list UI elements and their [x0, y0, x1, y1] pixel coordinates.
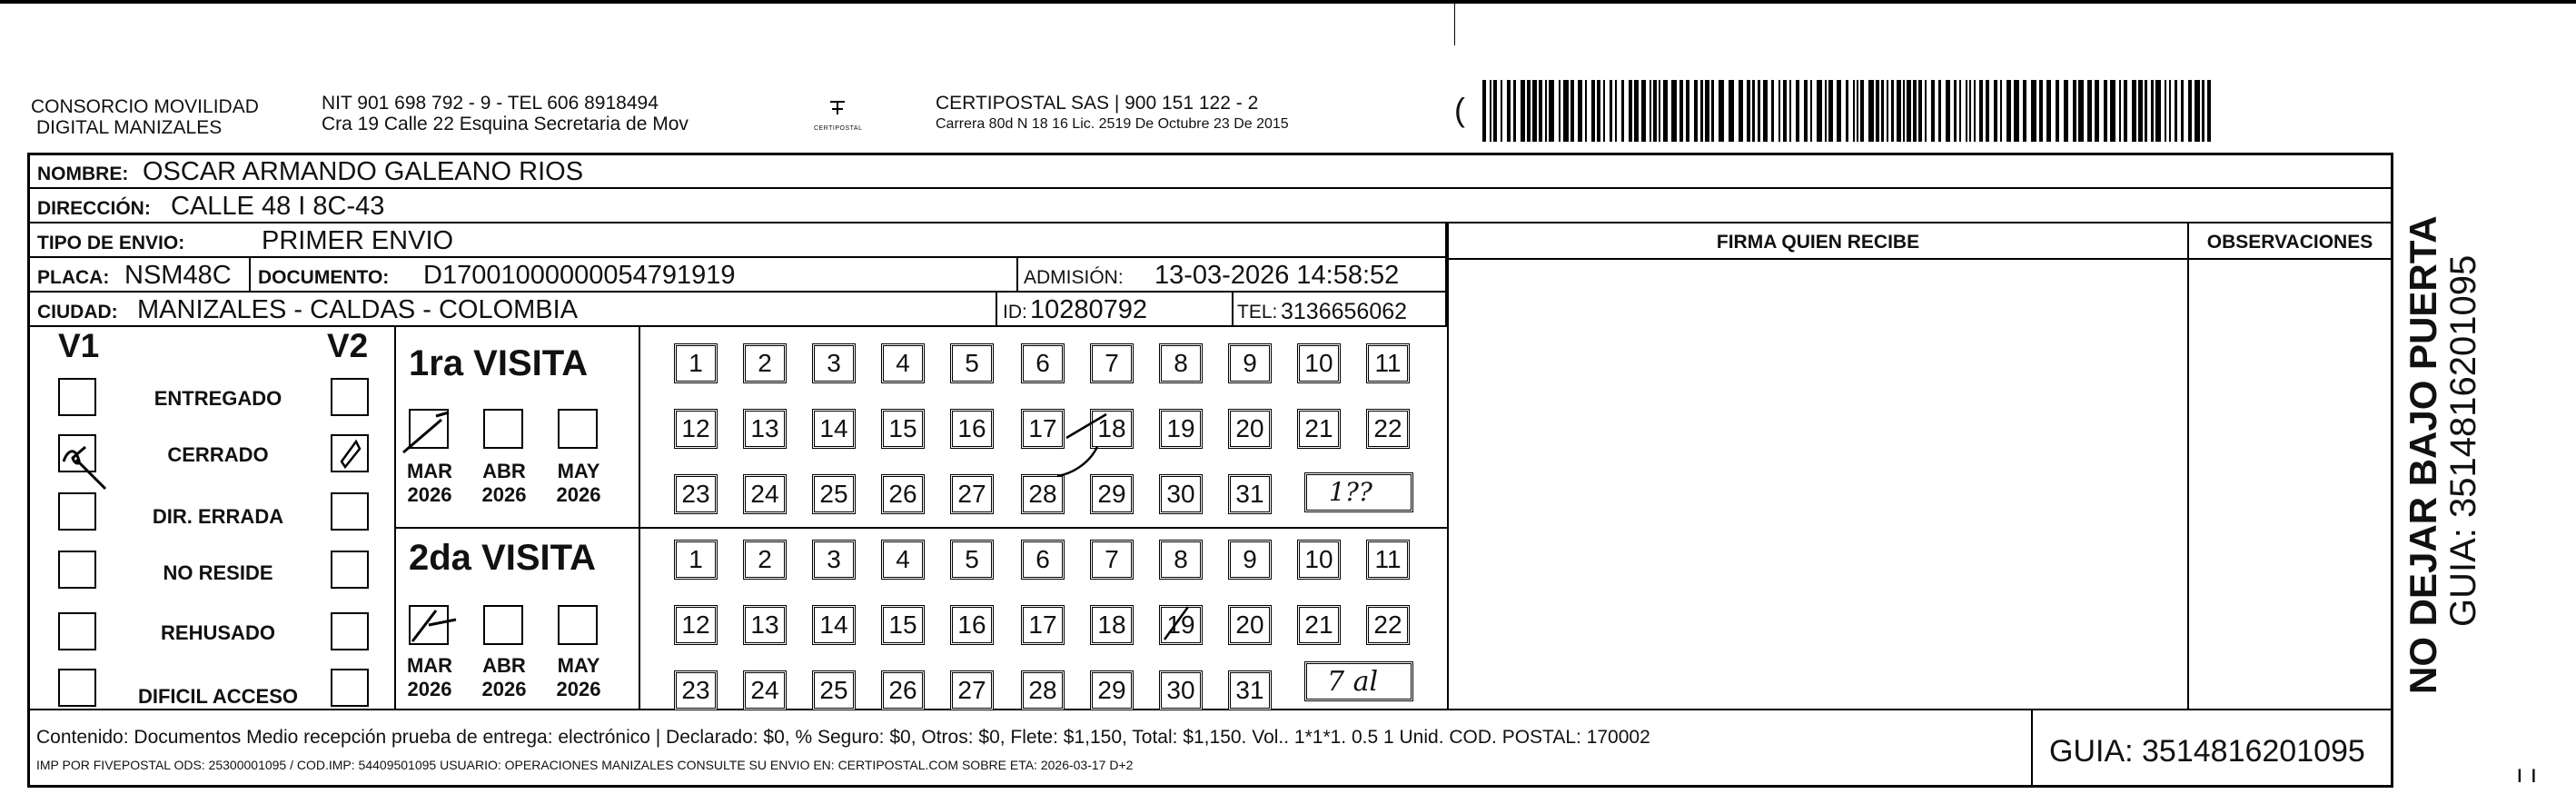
barcode-bar	[1903, 80, 1905, 142]
second-visit-day-7[interactable]: 7	[1090, 540, 1134, 580]
barcode-bar	[2039, 80, 2043, 142]
barcode-bar	[2169, 80, 2171, 142]
v2-cerrado-checkbox[interactable]	[331, 434, 369, 472]
organization-name: CONSORCIO MOVILIDAD DIGITAL MANIZALES	[31, 96, 259, 138]
barcode-bar	[1532, 80, 1537, 142]
barcode-bar	[1907, 80, 1911, 142]
barcode-bar	[1597, 80, 1600, 142]
barcode-bar	[1513, 80, 1516, 142]
second-visit-day-10[interactable]: 10	[1297, 540, 1341, 580]
barcode-bar	[2087, 80, 2092, 142]
first-visit-day-4[interactable]: 4	[881, 343, 925, 383]
status-divider	[394, 327, 396, 709]
barcode-bar	[1913, 80, 1917, 142]
barcode-bar	[1846, 80, 1848, 142]
barcode-bar	[1659, 80, 1660, 142]
barcode-bar	[1629, 80, 1632, 142]
day-19-strike	[1157, 603, 1203, 643]
barcode-bar	[1817, 80, 1822, 142]
second-visit-title: 2da VISITA	[409, 538, 596, 578]
edge-mark: ı ı	[2516, 759, 2538, 788]
calendar-divider	[639, 327, 640, 709]
barcode-bar	[2000, 80, 2002, 142]
barcode-bar	[2181, 80, 2184, 142]
first-visit-day-27[interactable]: 27	[950, 474, 994, 514]
v2-dificil-acceso-checkbox[interactable]	[331, 669, 369, 707]
v2-dir-errada-checkbox[interactable]	[331, 492, 369, 531]
second-visit-day-18[interactable]: 18	[1090, 605, 1134, 645]
barcode-bar	[1828, 80, 1833, 142]
barcode-bar	[1857, 80, 1858, 142]
barcode-bar	[2138, 80, 2143, 142]
barcode-bar	[1969, 80, 1971, 142]
barcode-bar	[1931, 80, 1935, 142]
barcode-bar	[1747, 80, 1750, 142]
barcode-bar	[1671, 80, 1677, 142]
first-visit-day-19[interactable]: 19	[1159, 409, 1203, 449]
second-visit-may-label: MAY 2026	[556, 654, 601, 700]
first-visit-day-26[interactable]: 26	[881, 474, 925, 514]
first-visit-day-25[interactable]: 25	[812, 474, 856, 514]
second-visit-day-9[interactable]: 9	[1228, 540, 1272, 580]
barcode-bar	[1653, 80, 1657, 142]
barcode-bar	[2073, 80, 2076, 142]
barcode-bar	[2155, 80, 2161, 142]
second-visit-month-abr[interactable]	[483, 605, 523, 645]
second-visit-day-14[interactable]: 14	[812, 605, 856, 645]
barcode-bar	[2095, 80, 2099, 142]
second-visit-day-29[interactable]: 29	[1090, 670, 1134, 710]
first-visit-day-22[interactable]: 22	[1366, 409, 1410, 449]
first-visit-mar-label: MAR 2026	[406, 460, 453, 506]
second-visit-day-21[interactable]: 21	[1297, 605, 1341, 645]
nombre-row: NOMBRE: OSCAR ARMANDO GALEANO RIOS	[30, 155, 2391, 189]
first-visit-abr-label: ABR 2026	[481, 460, 527, 506]
barcode-bar	[1771, 80, 1774, 142]
barcode-bar	[1868, 80, 1874, 142]
barcode-bar	[1887, 80, 1888, 142]
barcode-bar	[2023, 80, 2026, 142]
v2-cerrado-mark	[331, 434, 369, 472]
barcode-bar	[1591, 80, 1595, 142]
first-visit-may-label: MAY 2026	[556, 460, 601, 506]
v1-rehusado-checkbox[interactable]	[58, 612, 96, 650]
status-dificil-acceso: DIFICIL ACCESO	[137, 685, 298, 708]
id-cell: ID: 10280792	[997, 293, 1234, 327]
barcode-bar	[1789, 80, 1791, 142]
barcode-bar	[1881, 80, 1884, 142]
barcode-bar	[1752, 80, 1755, 142]
first-visit-day-10[interactable]: 10	[1297, 343, 1341, 383]
barcode-bar	[1804, 80, 1808, 142]
barcode-bar	[1719, 80, 1724, 142]
barcode-bar	[1979, 80, 1983, 142]
first-visit-day-15[interactable]: 15	[881, 409, 925, 449]
barcode-bar	[1650, 80, 1651, 142]
second-visit-day-31[interactable]: 31	[1228, 670, 1272, 710]
second-visit-mar-mark	[409, 605, 449, 645]
v1-dificil-acceso-checkbox[interactable]	[58, 669, 96, 707]
visit-separator	[396, 527, 1447, 529]
barcode-bar	[2046, 80, 2051, 142]
second-visit-day-11[interactable]: 11	[1366, 540, 1410, 580]
barcode-bar	[1959, 80, 1961, 142]
barcode-bar	[1778, 80, 1780, 142]
barcode-bar	[1860, 80, 1864, 142]
barcode-bar	[1621, 80, 1624, 142]
second-visit-day-3[interactable]: 3	[812, 540, 856, 580]
first-visit-day-18[interactable]: 18	[1090, 409, 1134, 449]
barcode-bar	[1705, 80, 1709, 142]
v2-no-reside-checkbox[interactable]	[331, 551, 369, 589]
barcode-bar	[1739, 80, 1743, 142]
first-visit-day-29[interactable]: 29	[1090, 474, 1134, 514]
barcode-bar	[1585, 80, 1587, 142]
first-visit-day-12[interactable]: 12	[674, 409, 718, 449]
second-visit-day-23[interactable]: 23	[674, 670, 718, 710]
first-visit-month-mar[interactable]	[409, 409, 449, 449]
admision-cell: ADMISIÓN: 13-03-2026 14:58:52	[1018, 258, 1447, 293]
first-visit-day-21[interactable]: 21	[1297, 409, 1341, 449]
barcode-bar	[1493, 80, 1497, 142]
header-bracket: (	[1454, 91, 1465, 128]
tel-cell: TEL: 3136656062	[1234, 293, 1447, 327]
barcode-bar	[1946, 80, 1950, 142]
footer-line	[30, 709, 2391, 710]
organization-contact: NIT 901 698 792 - 9 - TEL 606 8918494 Cra 19 Calle 22 Esquina Secretaria de Mov	[322, 93, 689, 134]
second-visit-day-2[interactable]: 2	[743, 540, 787, 580]
barcode-bar	[1711, 80, 1714, 142]
barcode-bar	[1810, 80, 1812, 142]
second-visit-abr-label: ABR 2026	[481, 654, 527, 700]
status-cerrado: CERRADO	[167, 443, 269, 466]
v2-entregado-checkbox[interactable]	[331, 378, 369, 416]
barcode-bar	[1837, 80, 1841, 142]
no-dejar-bajo-puerta: NO DEJAR BAJO PUERTA	[2402, 215, 2444, 694]
v1-entregado-checkbox[interactable]	[58, 378, 96, 416]
second-visit-day-12[interactable]: 12	[674, 605, 718, 645]
barcode-bar	[2110, 80, 2115, 142]
first-visit-day-17[interactable]: 17	[1021, 409, 1065, 449]
second-visit-day-19[interactable]: 19	[1159, 605, 1203, 645]
barcode-bar	[1490, 80, 1491, 142]
second-visit-day-25[interactable]: 25	[812, 670, 856, 710]
barcode-bar	[1679, 80, 1683, 142]
ciudad-cell: CIUDAD: MANIZALES - CALDAS - COLOMBIA	[30, 293, 997, 327]
first-visit-day-14[interactable]: 14	[812, 409, 856, 449]
barcode-bar	[1663, 80, 1668, 142]
barcode-bar	[1603, 80, 1605, 142]
top-border	[0, 0, 2576, 4]
first-visit-day-11[interactable]: 11	[1366, 343, 1410, 383]
first-visit-day-20[interactable]: 20	[1228, 409, 1272, 449]
barcode-bar	[1570, 80, 1574, 142]
firma-header: FIRMA QUIEN RECIBE	[1716, 232, 1920, 253]
barcode-bar	[1986, 80, 1989, 142]
v1-no-reside-checkbox[interactable]	[58, 551, 96, 589]
status-no-reside: NO RESIDE	[163, 561, 273, 584]
firma-area[interactable]	[1449, 260, 2187, 709]
barcode-bar	[1897, 80, 1901, 142]
second-visit-day-20[interactable]: 20	[1228, 605, 1272, 645]
first-visit-day-9[interactable]: 9	[1228, 343, 1272, 383]
second-visit-day-5[interactable]: 5	[950, 540, 994, 580]
second-visit-month-may[interactable]	[558, 605, 598, 645]
second-visit-day-22[interactable]: 22	[1366, 605, 1410, 645]
barcode-bar	[1549, 80, 1554, 142]
first-visit-day-24[interactable]: 24	[743, 474, 787, 514]
first-visit-day-6[interactable]: 6	[1021, 343, 1065, 383]
first-visit-day-5[interactable]: 5	[950, 343, 994, 383]
barcode-bar	[1521, 80, 1525, 142]
observaciones-header: OBSERVACIONES	[2206, 232, 2373, 253]
barcode-bar	[2064, 80, 2068, 142]
barcode-bar	[1925, 80, 1927, 142]
barcode-bar	[1891, 80, 1894, 142]
barcode-bar	[1527, 80, 1531, 142]
certipostal-info: CERTIPOSTAL SAS | 900 151 122 - 2 Carrera 80d N 18 16 Lic. 2519 De Octubre 23 De 2015	[936, 93, 1289, 132]
barcode-bar	[1559, 80, 1560, 142]
first-visit-day-3[interactable]: 3	[812, 343, 856, 383]
second-visit-day-6[interactable]: 6	[1021, 540, 1065, 580]
second-visit-day-24[interactable]: 24	[743, 670, 787, 710]
second-visit-day-16[interactable]: 16	[950, 605, 994, 645]
v1-cerrado-checkbox[interactable]	[58, 434, 96, 472]
barcode-bar	[1825, 80, 1827, 142]
side-guia: GUIA: 3514816201095	[2443, 254, 2483, 627]
barcode-bar	[2124, 80, 2127, 142]
barcode-bar	[2165, 80, 2166, 142]
barcode-bar	[2207, 80, 2211, 142]
first-visit-day-23[interactable]: 23	[674, 474, 718, 514]
status-entregado: ENTREGADO	[154, 387, 282, 410]
barcode-bar	[1501, 80, 1502, 142]
second-visit-day-30[interactable]: 30	[1159, 670, 1203, 710]
second-visit-day-26[interactable]: 26	[881, 670, 925, 710]
second-visit-day-8[interactable]: 8	[1159, 540, 1203, 580]
barcode-bar	[1641, 80, 1646, 142]
barcode-bar	[1918, 80, 1922, 142]
status-rehusado: REHUSADO	[161, 621, 275, 644]
barcode	[1482, 80, 2211, 142]
first-visit-month-may[interactable]	[558, 409, 598, 449]
first-visit-day-2[interactable]: 2	[743, 343, 787, 383]
barcode-bar	[1796, 80, 1799, 142]
second-visit-day-17[interactable]: 17	[1021, 605, 1065, 645]
barcode-bar	[1610, 80, 1612, 142]
barcode-bar	[1763, 80, 1768, 142]
first-visit-day-1[interactable]: 1	[674, 343, 718, 383]
barcode-bar	[1783, 80, 1787, 142]
documento-cell: DOCUMENTO: D17001000000054791919	[251, 258, 1018, 293]
barcode-bar	[1954, 80, 1957, 142]
day-18-strike	[1061, 411, 1125, 483]
first-visit-month-abr[interactable]	[483, 409, 523, 449]
barcode-bar	[1729, 80, 1734, 142]
fold-mark	[1454, 4, 1455, 45]
barcode-bar	[1994, 80, 1997, 142]
v1-cerrado-mark	[58, 434, 96, 472]
barcode-bar	[1694, 80, 1698, 142]
barcode-bar	[2132, 80, 2136, 142]
second-visit-day-27[interactable]: 27	[950, 670, 994, 710]
barcode-bar	[1615, 80, 1617, 142]
v2-header: V2	[327, 327, 369, 364]
first-visit-day-8[interactable]: 8	[1159, 343, 1203, 383]
status-dir-errada: DIR. ERRADA	[152, 505, 284, 528]
barcode-bar	[2188, 80, 2192, 142]
footer-contenido: Contenido: Documentos Medio recepción prueba de entrega: electrónico | Declarado: $0, % Seguro: $0, Otros: $0, Flete: $1,150, Total: $1,150. Vol.. 1*1*1. 0.5 1 Unid. COD. POSTAL: 170002	[36, 727, 1650, 748]
first-visit-note-box[interactable]: 1??	[1304, 472, 1413, 512]
barcode-bar	[2056, 80, 2059, 142]
barcode-bar	[1938, 80, 1941, 142]
barcode-bar	[2195, 80, 2200, 142]
certipostal-logo: CERTIPOSTAL	[810, 98, 865, 144]
barcode-bar	[1758, 80, 1760, 142]
first-visit-title: 1ra VISITA	[409, 343, 589, 383]
barcode-bar	[2119, 80, 2121, 142]
tipo-envio-row: TIPO DE ENVIO: PRIMER ENVIO	[30, 223, 1447, 258]
first-visit-day-16[interactable]: 16	[950, 409, 994, 449]
barcode-bar	[1539, 80, 1542, 142]
footer-guia: GUIA: 3514816201095	[2049, 734, 2365, 769]
first-visit-mar-mark	[409, 409, 449, 449]
second-visit-day-28[interactable]: 28	[1021, 670, 1065, 710]
second-visit-note-box[interactable]: 7 al	[1304, 661, 1413, 701]
barcode-bar	[1966, 80, 1967, 142]
direccion-row: DIRECCIÓN: CALLE 48 I 8C-43	[30, 189, 2391, 223]
footer-guia-divider	[2031, 709, 2033, 785]
barcode-bar	[2078, 80, 2084, 142]
barcode-bar	[1686, 80, 1689, 142]
barcode-bar	[1974, 80, 1976, 142]
second-visit-day-1[interactable]: 1	[674, 540, 718, 580]
footer-imp: IMP POR FIVEPOSTAL ODS: 25300001095 / COD.IMP: 54409501095 USUARIO: OPERACIONES MANIZALES CONSULTE SU ENVIO EN: CERTIPOSTAL.COM SOBRE ETA: 2026-03-17 D+2	[36, 758, 1134, 772]
barcode-bar	[1634, 80, 1639, 142]
barcode-bar	[2031, 80, 2036, 142]
first-visit-day-7[interactable]: 7	[1090, 343, 1134, 383]
barcode-bar	[1578, 80, 1582, 142]
barcode-bar	[1507, 80, 1511, 142]
barcode-bar	[2145, 80, 2147, 142]
second-visit-day-15[interactable]: 15	[881, 605, 925, 645]
second-visit-mar-label: MAR 2026	[406, 654, 453, 700]
first-visit-day-13[interactable]: 13	[743, 409, 787, 449]
barcode-bar	[2104, 80, 2107, 142]
barcode-bar	[2175, 80, 2177, 142]
first-visit-day-28[interactable]: 28	[1021, 474, 1065, 514]
barcode-bar	[1482, 80, 1486, 142]
v1-dir-errada-checkbox[interactable]	[58, 492, 96, 531]
observaciones-area[interactable]	[2189, 260, 2391, 709]
barcode-bar	[2202, 80, 2204, 142]
barcode-bar	[1545, 80, 1547, 142]
first-visit-day-30[interactable]: 30	[1159, 474, 1203, 514]
v1-header: V1	[58, 327, 100, 364]
barcode-bar	[2151, 80, 2154, 142]
barcode-bar	[1876, 80, 1879, 142]
barcode-bar	[2006, 80, 2011, 142]
barcode-bar	[1563, 80, 1569, 142]
barcode-bar	[2014, 80, 2019, 142]
first-visit-day-31[interactable]: 31	[1228, 474, 1272, 514]
v2-rehusado-checkbox[interactable]	[331, 612, 369, 650]
second-visit-day-4[interactable]: 4	[881, 540, 925, 580]
barcode-bar	[1700, 80, 1703, 142]
barcode-bar	[1853, 80, 1855, 142]
second-visit-month-mar[interactable]	[409, 605, 449, 645]
second-visit-day-13[interactable]: 13	[743, 605, 787, 645]
placa-cell: PLACA: NSM48C	[30, 258, 251, 293]
